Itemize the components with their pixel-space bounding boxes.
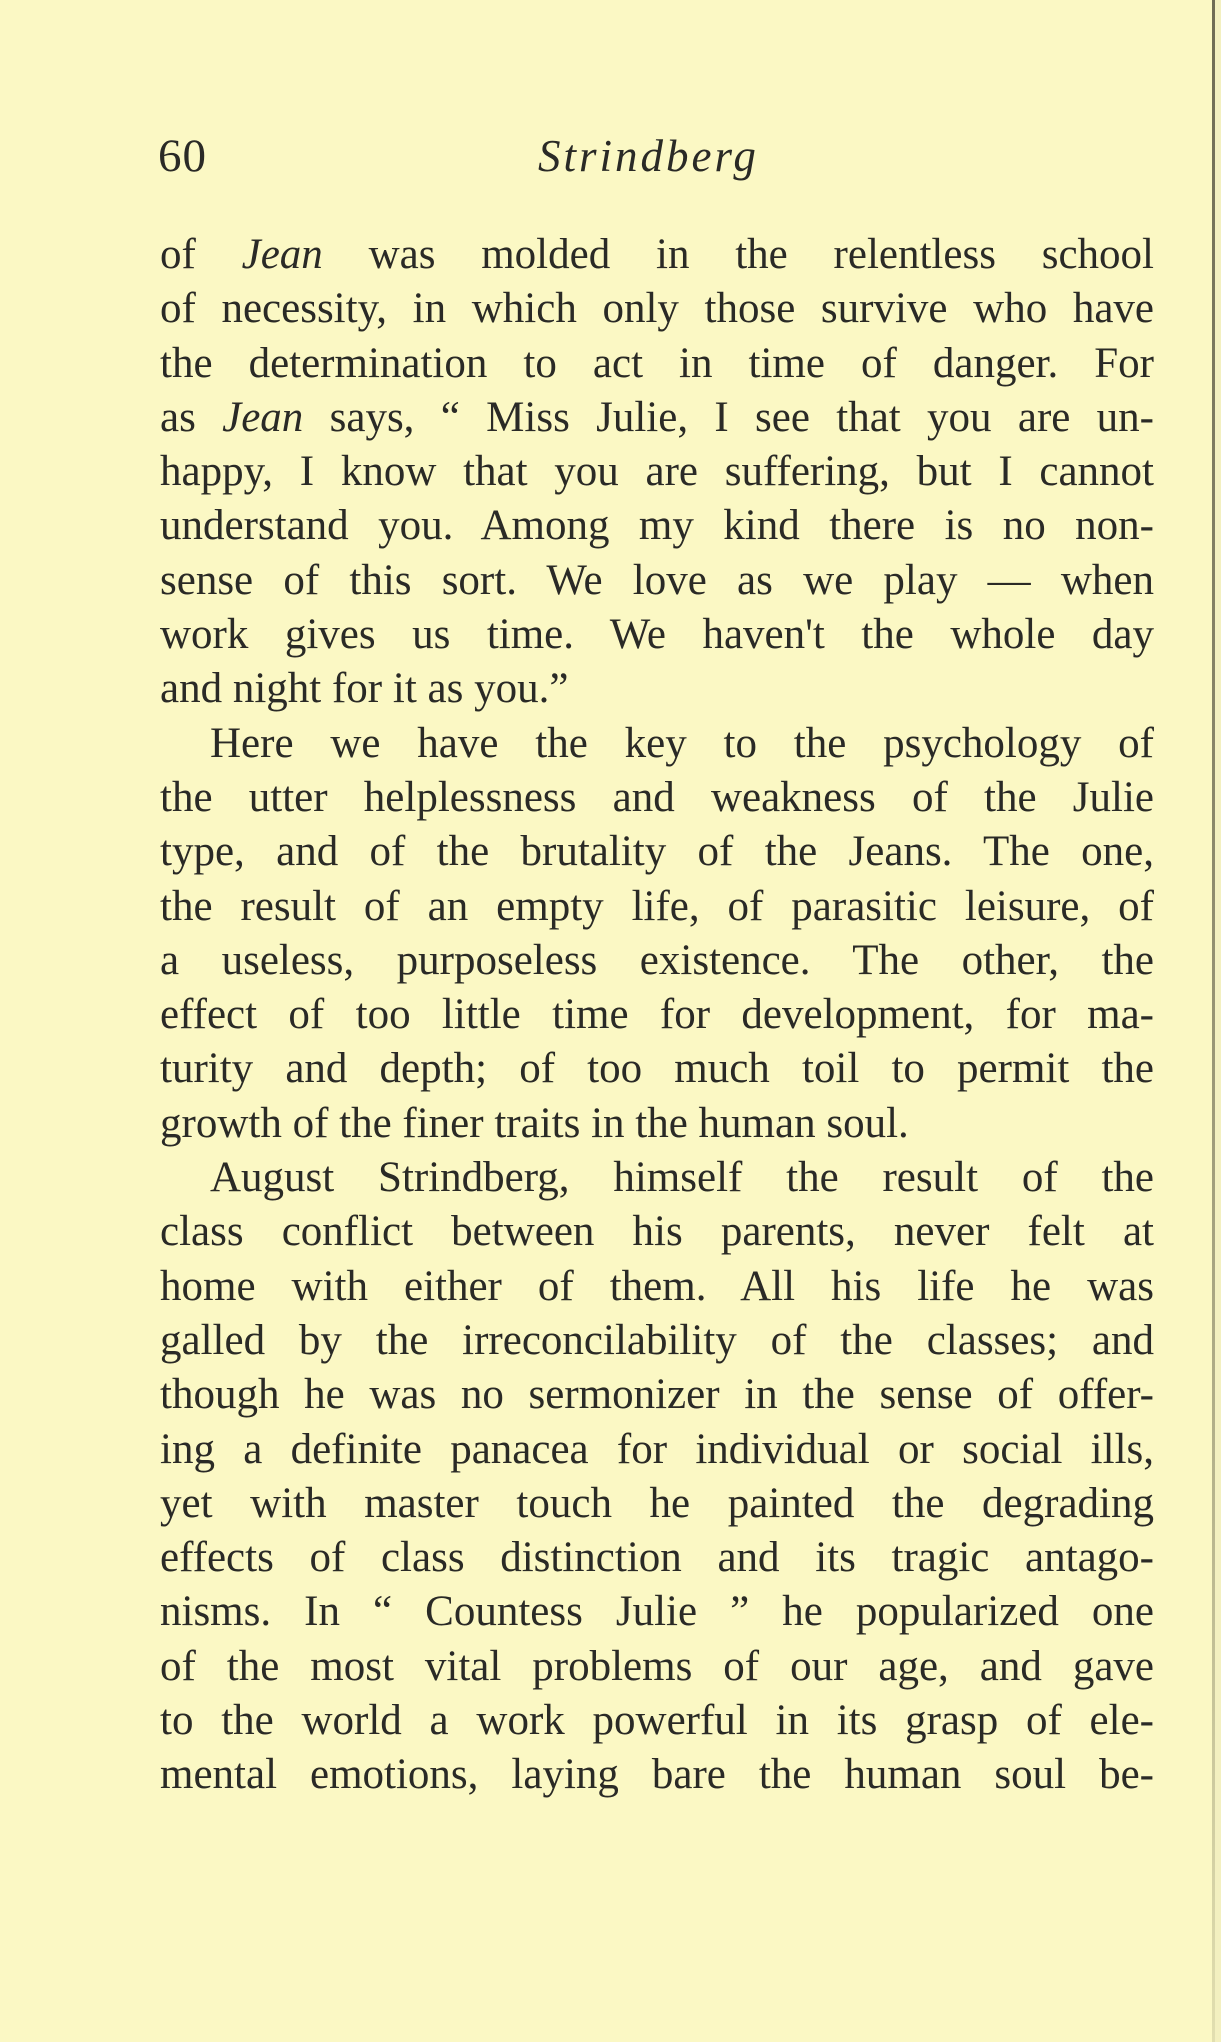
text-line-6: understand you. Among my kind there is no non- <box>160 502 1154 550</box>
text-line-24: yet with master touch he painted the degrading <box>160 1479 1154 1527</box>
text-line-29: mental emotions, laying bare the human soul be- <box>160 1751 1154 1799</box>
text-line-7: sense of this sort. We love as we play — when <box>160 556 1154 604</box>
text-line-25: effects of class distinction and its tragic antago- <box>160 1534 1154 1582</box>
text-line-22: though he was no sermonizer in the sense of offer- <box>160 1371 1154 1419</box>
text-line-10: Here we have the key to the psychology of <box>210 719 1154 767</box>
body-text <box>160 228 1154 1803</box>
text-line-11: the utter helplessness and weakness of the Julie <box>160 773 1154 821</box>
text-line-14: a useless, purposeless existence. The other, the <box>160 936 1154 984</box>
text-line-13: the result of an empty life, of parasitic leisure, of <box>160 882 1154 930</box>
text-line-28: to the world a work powerful in its grasp of ele- <box>160 1697 1154 1745</box>
text-line-1 <box>160 228 1154 282</box>
text-line-20: home with either of them. All his life he was <box>160 1262 1154 1310</box>
text-line-2: of necessity, in which only those survive who have <box>160 285 1154 333</box>
text-line-27: of the most vital problems of our age, and gave <box>160 1642 1154 1690</box>
text-line-18: August Strindberg, himself the result of the <box>210 1154 1154 1202</box>
text-line-16: turity and depth; of too much toil to permit the <box>160 1045 1154 1093</box>
text-line-17: growth of the finer traits in the human soul. <box>160 1099 909 1147</box>
text-line-15: effect of too little time for development, for ma- <box>160 991 1154 1039</box>
text-line-19: class conflict between his parents, never felt at <box>160 1208 1154 1256</box>
page-edge <box>1212 0 1215 2042</box>
page-edge-shadow <box>1215 0 1221 2042</box>
text-line-21: galled by the irreconcilability of the classes; and <box>160 1316 1154 1364</box>
page-header <box>158 126 1158 186</box>
text-line-5: happy, I know that you are suffering, but I cannot <box>160 448 1154 496</box>
running-title: Strindberg <box>538 131 759 181</box>
text-line-26: nisms. In “ Countess Julie ” he popularized one <box>160 1588 1154 1636</box>
text-line-12: type, and of the brutality of the Jeans. The one, <box>160 828 1154 876</box>
emphasized-name: Jean <box>241 231 323 278</box>
text-line-9: and night for it as you.” <box>160 665 569 713</box>
page-number: 60 <box>158 130 207 182</box>
text-line-4 <box>160 391 1154 445</box>
text-line-content: of Jean was molded in the relentless school <box>160 231 1154 278</box>
text-line-8: work gives us time. We haven't the whole day <box>160 611 1154 659</box>
emphasized-name: Jean <box>222 393 304 441</box>
text-line-3: the determination to act in time of danger. For <box>160 339 1154 387</box>
text-line-23: ing a definite panacea for individual or social ills, <box>160 1425 1154 1473</box>
text-line-content: as Jean says, “ Miss Julie, I see that you are un- <box>160 393 1154 441</box>
